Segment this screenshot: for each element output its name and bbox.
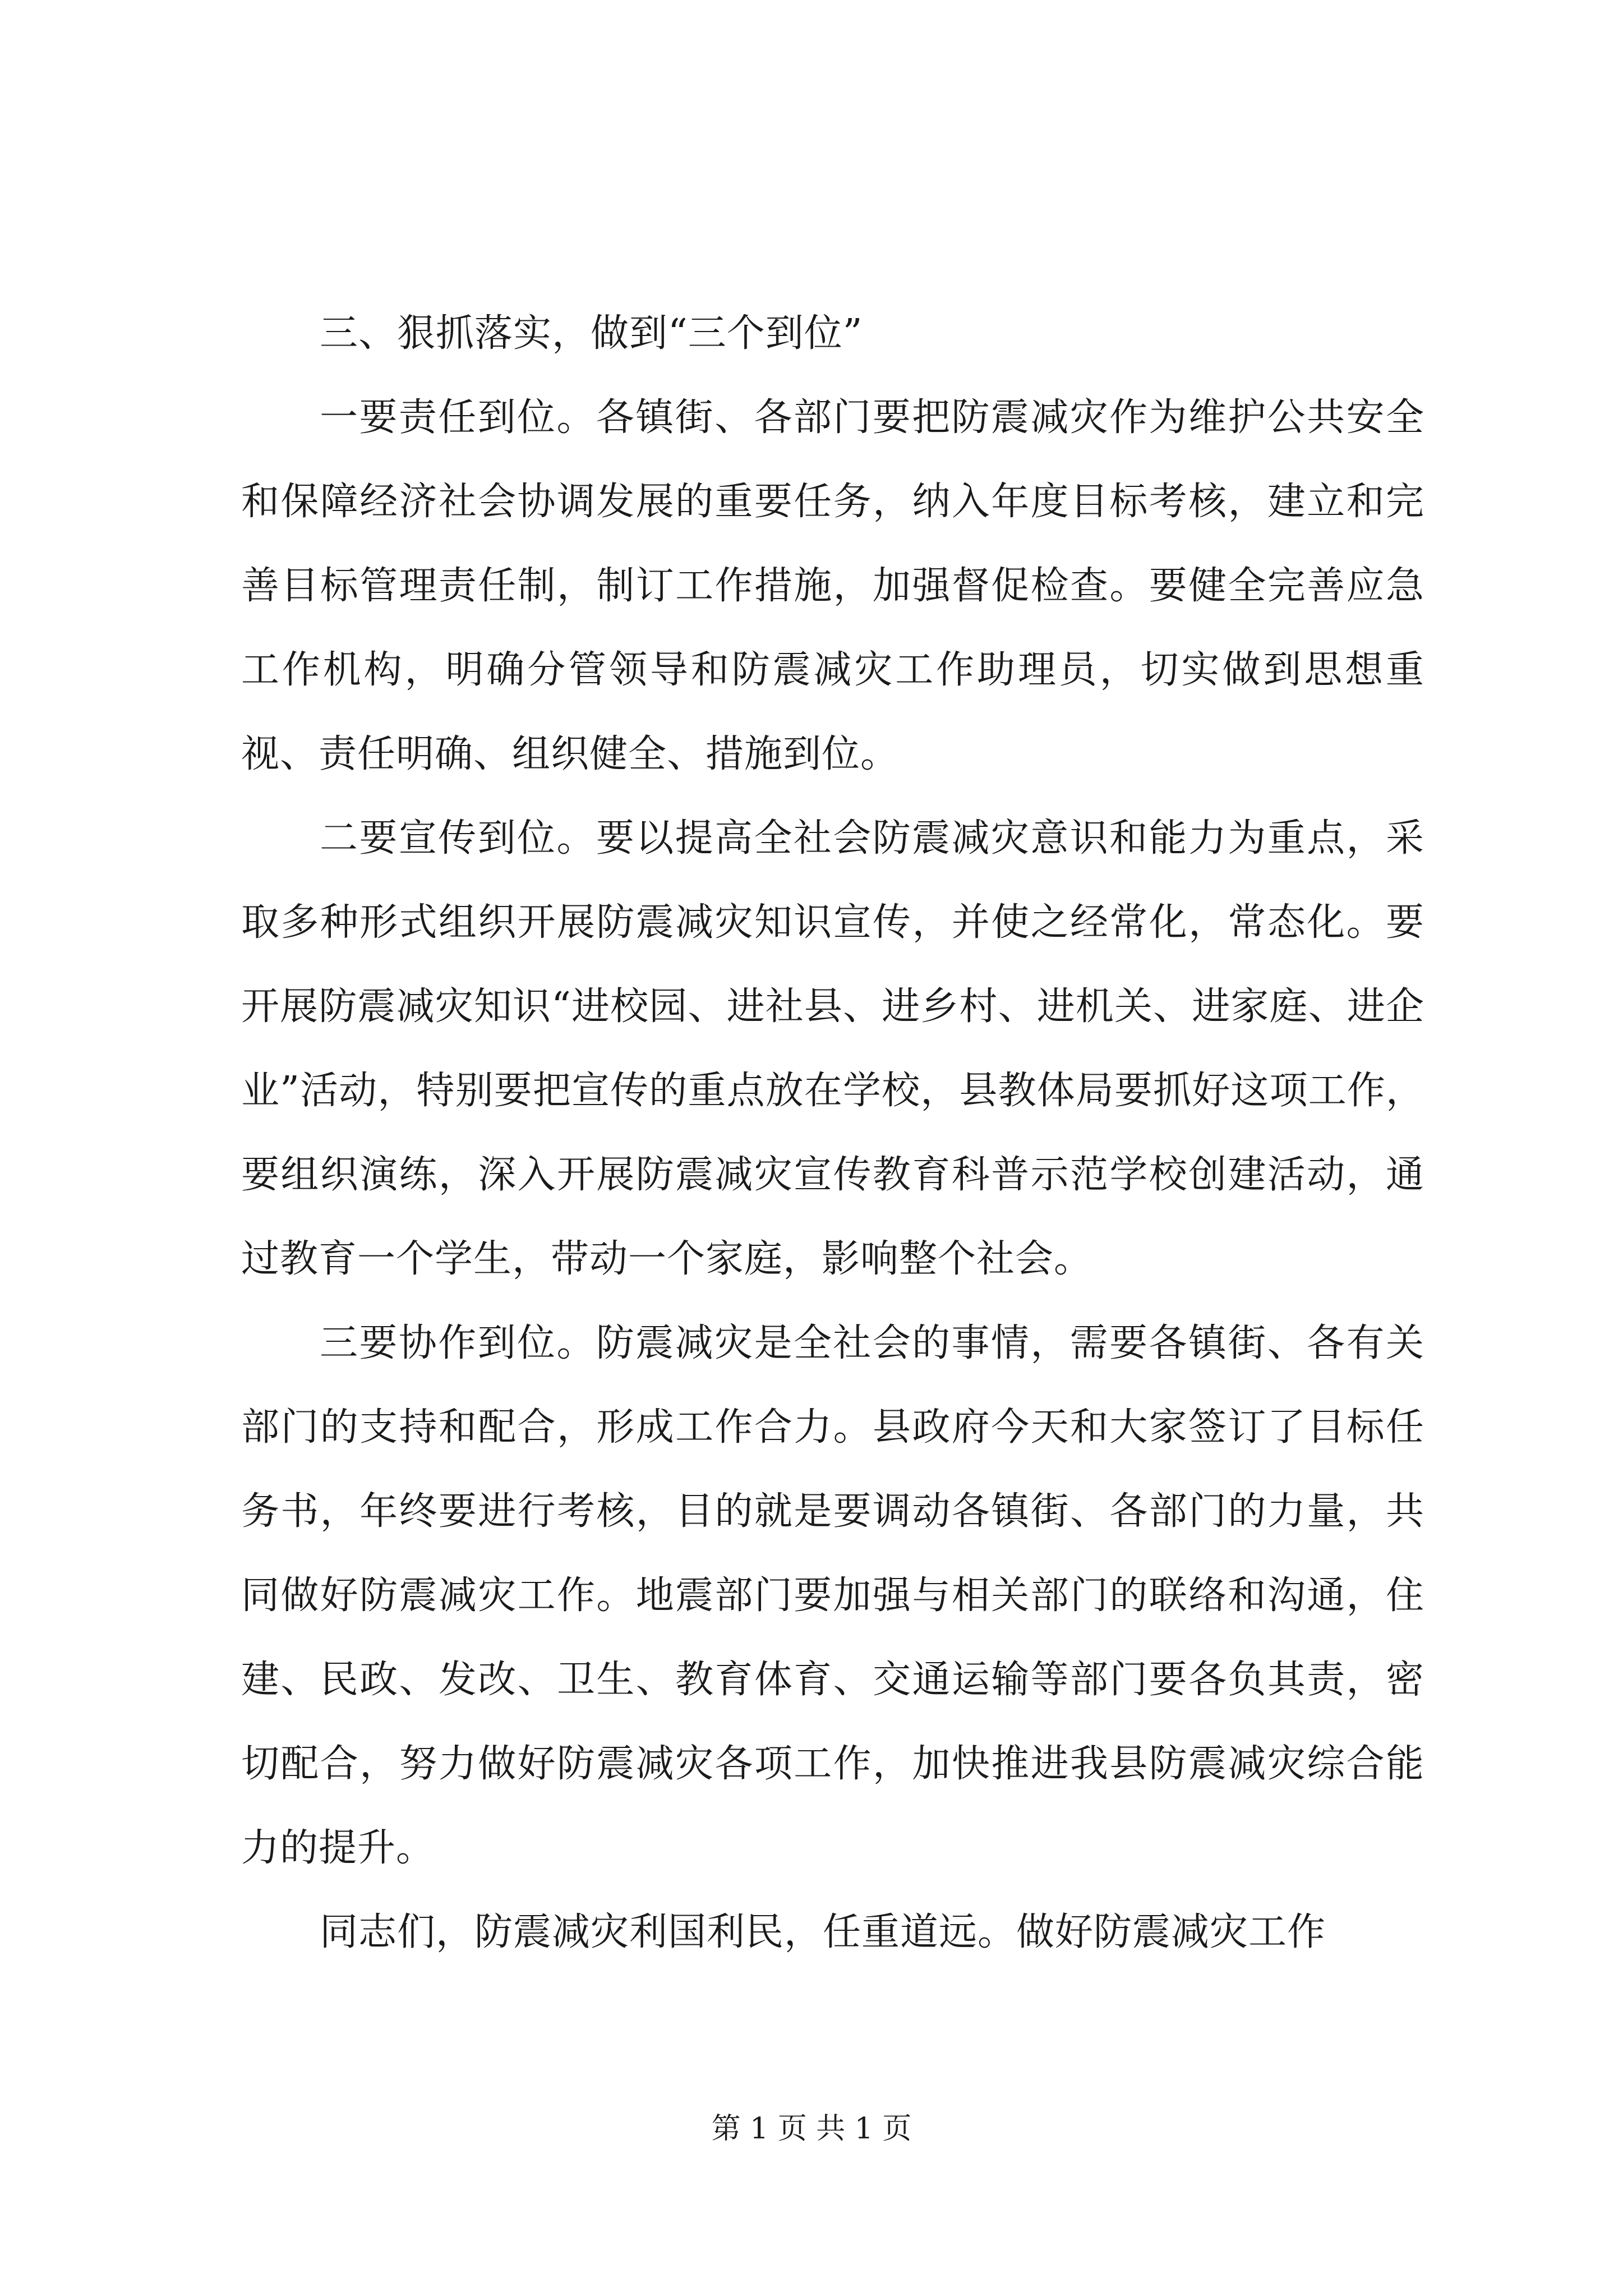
paragraph-publicity: 二要宣传到位。要以提高全社会防震减灾意识和能力为重点，采取多种形式组织开展防震减灾知识宣传，并使之经常化，常态化。要开展防震减灾知识“进校园、进社县、进乡村、进机关、进家庭、进企业”活动，特别要把宣传的重点放在学校，县教体局要抓好这项工作，要组织演练，深入开展防震减灾宣传教育科普示范学校创建活动，通过教育一个学生，带动一个家庭，影响整个社会。: [241, 816, 1424, 1281]
paragraph-cooperation: 三要协作到位。防震减灾是全社会的事情，需要各镇街、各有关部门的支持和配合，形成工作合力。县政府今天和大家签订了目标任务书，年终要进行考核，目的就是要调动各镇街、各部门的力量，共同做好防震减灾工作。地震部门要加强与相关部门的联络和沟通，住建、民政、发改、卫生、教育体育、交通运输等部门要各负其责，密切配合，努力做好防震减灾各项工作，加快推进我县防震减灾综合能力的提升。: [241, 1321, 1424, 1870]
paragraph-closing: 同志们，防震减灾利国利民，任重道远。做好防震减灾工作: [320, 1910, 1326, 1954]
section-heading: 三、狠抓落实，做到“三个到位”: [320, 311, 863, 356]
document-body: [241, 292, 1424, 1975]
paragraph-responsibility: 一要责任到位。各镇街、各部门要把防震减灾作为维护公共安全和保障经济社会协调发展的重要任务，纳入年度目标考核，建立和完善目标管理责任制，制订工作措施，加强督促检查。要健全完善应急工作机构，明确分管领导和防震减灾工作助理员，切实做到思想重视、责任明确、组织健全、措施到位。: [241, 395, 1424, 776]
page-number-footer: 第 1 页 共 1 页: [711, 2112, 912, 2146]
